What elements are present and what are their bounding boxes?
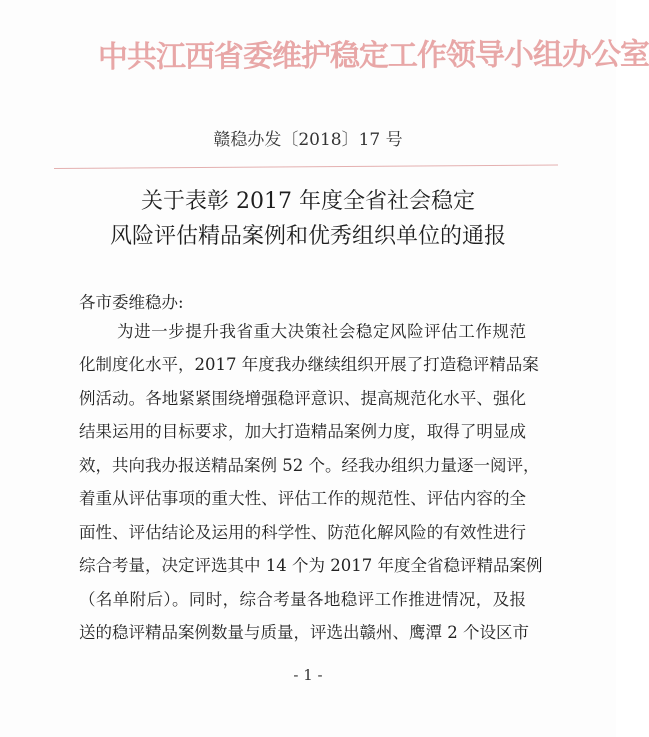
- body-paragraph-line: 化制度化水平，2017 年度我办继续组织开展了打造稳评精品案: [79, 355, 539, 374]
- body-paragraph-line: 综合考量，决定评选其中 14 个为 2017 年度全省稳评精品案例: [79, 556, 543, 575]
- page-number: - 1 -: [293, 666, 323, 684]
- body-paragraph-line: 例活动。各地紧紧围绕增强稳评意识、提高规范化水平、强化: [79, 389, 526, 408]
- body-paragraph-line: 面性、评估结论及运用的科学性、防范化解风险的有效性进行: [79, 523, 526, 542]
- body-paragraph-line: 为进一步提升我省重大决策社会稳定风险评估工作规范: [117, 322, 526, 341]
- body-paragraph-line: 着重从评估事项的重大性、评估工作的规范性、评估内容的全: [79, 489, 526, 508]
- body-paragraph-line: 结果运用的目标要求，加大打造精品案例力度，取得了明显成: [79, 422, 526, 441]
- body-paragraph-line: （名单附后）。同时，综合考量各地稳评工作推进情况，及报: [79, 590, 526, 609]
- body-paragraph-line: 效，共向我办报送精品案例 52 个。经我办组织力量逐一阅评，: [79, 456, 540, 475]
- document-number: 赣稳办发〔2018〕17 号: [213, 130, 403, 150]
- document-title-line-1: 关于表彰 2017 年度全省社会稳定: [141, 189, 475, 214]
- document-title-line-2: 风险评估精品案例和优秀组织单位的通报: [109, 224, 506, 249]
- header-divider: [54, 164, 558, 169]
- issuer-header: 中共江西省委维护稳定工作领导小组办公室: [97, 37, 649, 75]
- body-paragraph-line: 送的稳评精品案例数量与质量，评选出赣州、鹰潭 2 个设区市: [79, 623, 529, 642]
- salutation: 各市委维稳办:: [79, 293, 184, 312]
